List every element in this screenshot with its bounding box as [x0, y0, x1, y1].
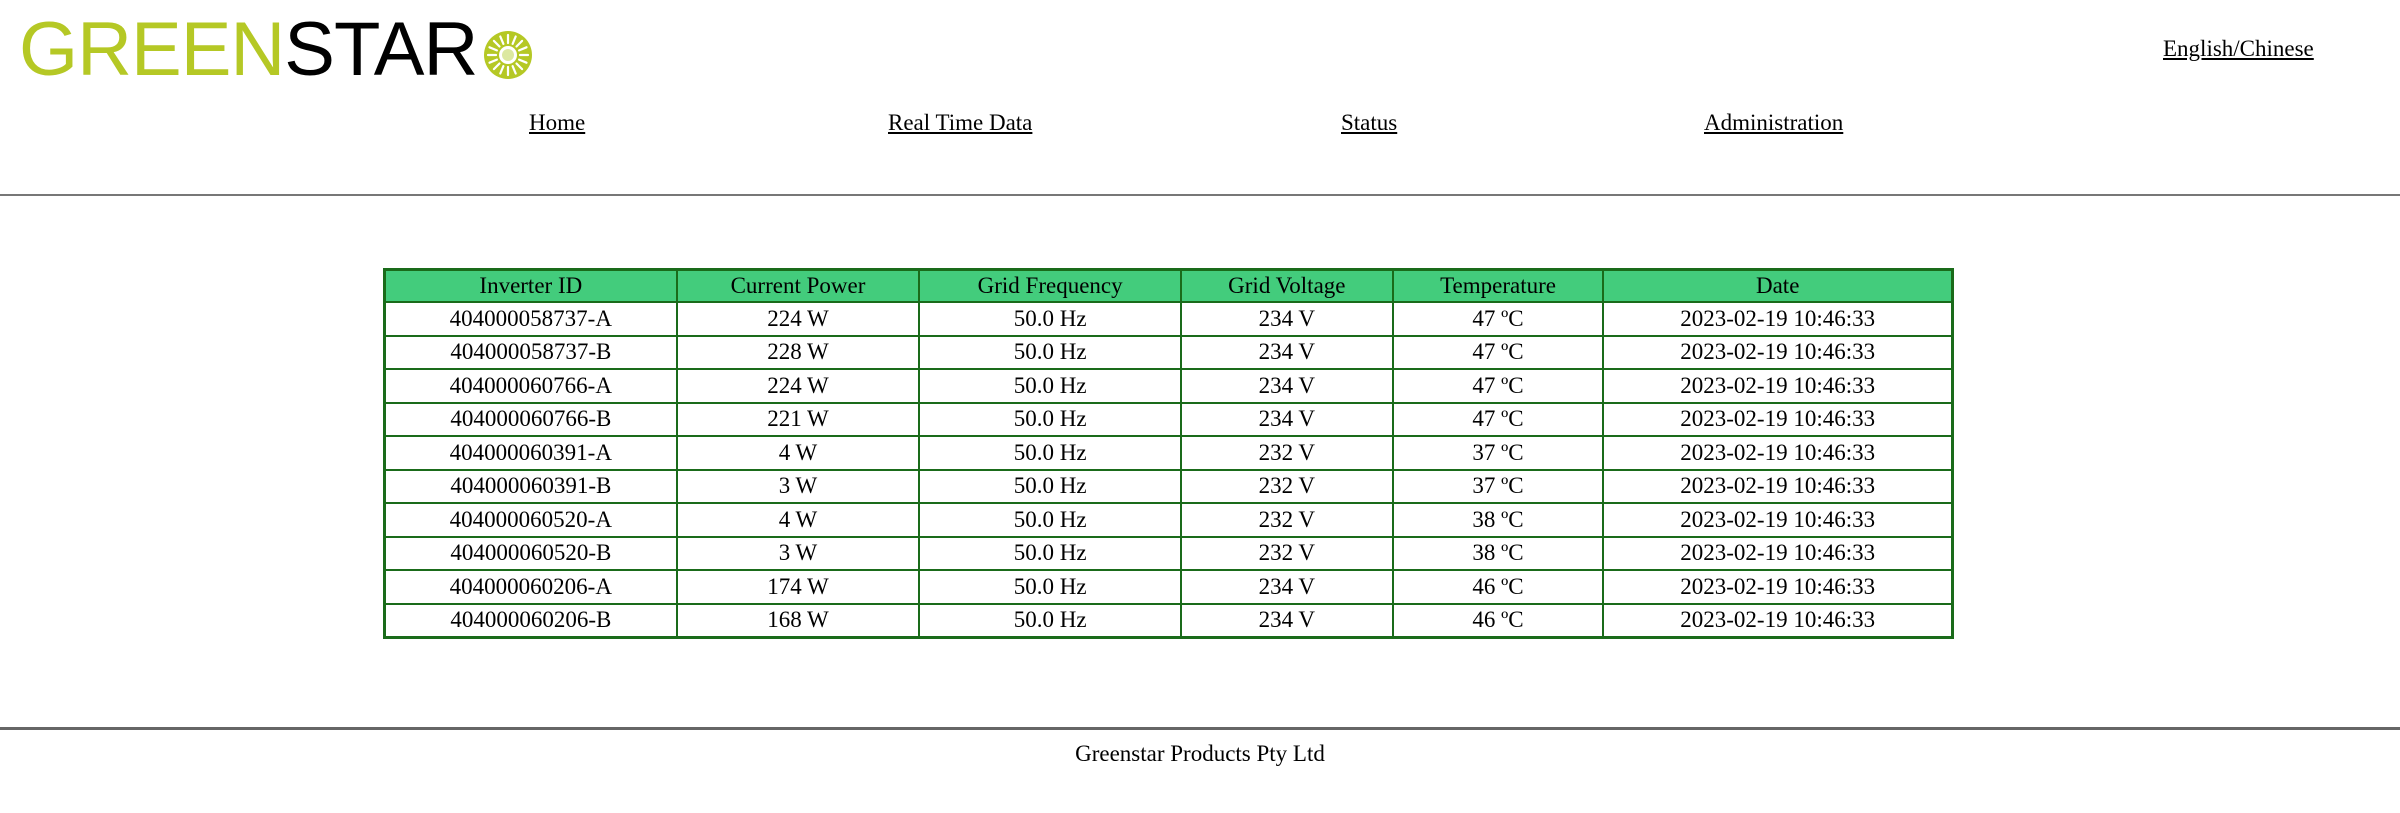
- cell-current-power: 3 W: [677, 470, 920, 504]
- cell-date: 2023-02-19 10:46:33: [1603, 570, 1952, 604]
- cell-temperature: 46 ºC: [1393, 604, 1604, 638]
- cell-inverter-id: 404000060206-B: [385, 604, 677, 638]
- cell-date: 2023-02-19 10:46:33: [1603, 369, 1952, 403]
- cell-date: 2023-02-19 10:46:33: [1603, 436, 1952, 470]
- column-header-temperature: Temperature: [1393, 270, 1604, 302]
- table-header-row: [385, 270, 1952, 302]
- table-row: [385, 537, 1952, 571]
- cell-grid-voltage: 234 V: [1181, 336, 1393, 370]
- logo-text-black: STAR: [284, 7, 478, 92]
- sun-burst-icon: [483, 19, 533, 69]
- cell-current-power: 4 W: [677, 503, 920, 537]
- cell-current-power: 168 W: [677, 604, 920, 638]
- column-header-grid-voltage: Grid Voltage: [1181, 270, 1393, 302]
- cell-temperature: 37 ºC: [1393, 436, 1604, 470]
- cell-temperature: 37 ºC: [1393, 470, 1604, 504]
- nav-real-time-data-link[interactable]: Real Time Data: [888, 110, 1033, 135]
- cell-inverter-id: 404000060391-B: [385, 470, 677, 504]
- cell-grid-voltage: 234 V: [1181, 302, 1393, 336]
- column-header-grid-frequency: Grid Frequency: [919, 270, 1181, 302]
- cell-date: 2023-02-19 10:46:33: [1603, 336, 1952, 370]
- cell-grid-frequency: 50.0 Hz: [919, 369, 1181, 403]
- column-header-inverter-id: Inverter ID: [385, 270, 677, 302]
- table-row: [385, 336, 1952, 370]
- language-toggle-link[interactable]: English/Chinese: [2163, 36, 2314, 61]
- cell-grid-frequency: 50.0 Hz: [919, 436, 1181, 470]
- cell-grid-voltage: 234 V: [1181, 570, 1393, 604]
- cell-current-power: 228 W: [677, 336, 920, 370]
- cell-grid-voltage: 232 V: [1181, 537, 1393, 571]
- cell-temperature: 47 ºC: [1393, 302, 1604, 336]
- cell-inverter-id: 404000060391-A: [385, 436, 677, 470]
- cell-inverter-id: 404000060520-B: [385, 537, 677, 571]
- table-row: [385, 436, 1952, 470]
- footer-company-name: Greenstar Products Pty Ltd: [1075, 741, 1325, 766]
- nav-administration-link[interactable]: Administration: [1704, 110, 1844, 135]
- cell-grid-voltage: 234 V: [1181, 369, 1393, 403]
- cell-grid-voltage: 232 V: [1181, 470, 1393, 504]
- cell-temperature: 47 ºC: [1393, 369, 1604, 403]
- cell-grid-voltage: 232 V: [1181, 436, 1393, 470]
- cell-grid-frequency: 50.0 Hz: [919, 537, 1181, 571]
- table-body: [385, 302, 1952, 637]
- cell-inverter-id: 404000060766-B: [385, 403, 677, 437]
- cell-grid-frequency: 50.0 Hz: [919, 470, 1181, 504]
- table-row: [385, 403, 1952, 437]
- cell-inverter-id: 404000058737-B: [385, 336, 677, 370]
- cell-temperature: 47 ºC: [1393, 336, 1604, 370]
- cell-current-power: 4 W: [677, 436, 920, 470]
- table-row: [385, 503, 1952, 537]
- cell-current-power: 221 W: [677, 403, 920, 437]
- cell-inverter-id: 404000060520-A: [385, 503, 677, 537]
- page-header: [0, 0, 2400, 195]
- header-divider: [0, 194, 2400, 196]
- column-header-date: Date: [1603, 270, 1952, 302]
- cell-grid-voltage: 234 V: [1181, 403, 1393, 437]
- cell-grid-frequency: 50.0 Hz: [919, 403, 1181, 437]
- cell-grid-frequency: 50.0 Hz: [919, 503, 1181, 537]
- cell-current-power: 3 W: [677, 537, 920, 571]
- nav-status-link[interactable]: Status: [1341, 110, 1398, 135]
- cell-inverter-id: 404000060206-A: [385, 570, 677, 604]
- cell-grid-frequency: 50.0 Hz: [919, 302, 1181, 336]
- cell-inverter-id: 404000058737-A: [385, 302, 677, 336]
- table-row: [385, 570, 1952, 604]
- cell-current-power: 224 W: [677, 302, 920, 336]
- cell-grid-voltage: 232 V: [1181, 503, 1393, 537]
- cell-date: 2023-02-19 10:46:33: [1603, 302, 1952, 336]
- cell-grid-frequency: 50.0 Hz: [919, 336, 1181, 370]
- cell-grid-voltage: 234 V: [1181, 604, 1393, 638]
- cell-date: 2023-02-19 10:46:33: [1603, 537, 1952, 571]
- cell-current-power: 224 W: [677, 369, 920, 403]
- cell-temperature: 38 ºC: [1393, 537, 1604, 571]
- cell-date: 2023-02-19 10:46:33: [1603, 503, 1952, 537]
- cell-temperature: 47 ºC: [1393, 403, 1604, 437]
- table-row: [385, 302, 1952, 336]
- cell-grid-frequency: 50.0 Hz: [919, 604, 1181, 638]
- table-row: [385, 470, 1952, 504]
- table-row: [385, 604, 1952, 638]
- column-header-current-power: Current Power: [677, 270, 920, 302]
- table-row: [385, 369, 1952, 403]
- cell-grid-frequency: 50.0 Hz: [919, 570, 1181, 604]
- logo-text-green: GREEN: [19, 7, 285, 92]
- cell-date: 2023-02-19 10:46:33: [1603, 403, 1952, 437]
- greenstar-logo[interactable]: [19, 7, 533, 92]
- cell-temperature: 46 ºC: [1393, 570, 1604, 604]
- cell-date: 2023-02-19 10:46:33: [1603, 470, 1952, 504]
- cell-date: 2023-02-19 10:46:33: [1603, 604, 1952, 638]
- nav-home-link[interactable]: Home: [529, 110, 586, 135]
- inverter-data-table: [383, 268, 1954, 639]
- cell-temperature: 38 ºC: [1393, 503, 1604, 537]
- footer-divider: [0, 727, 2400, 730]
- cell-inverter-id: 404000060766-A: [385, 369, 677, 403]
- cell-current-power: 174 W: [677, 570, 920, 604]
